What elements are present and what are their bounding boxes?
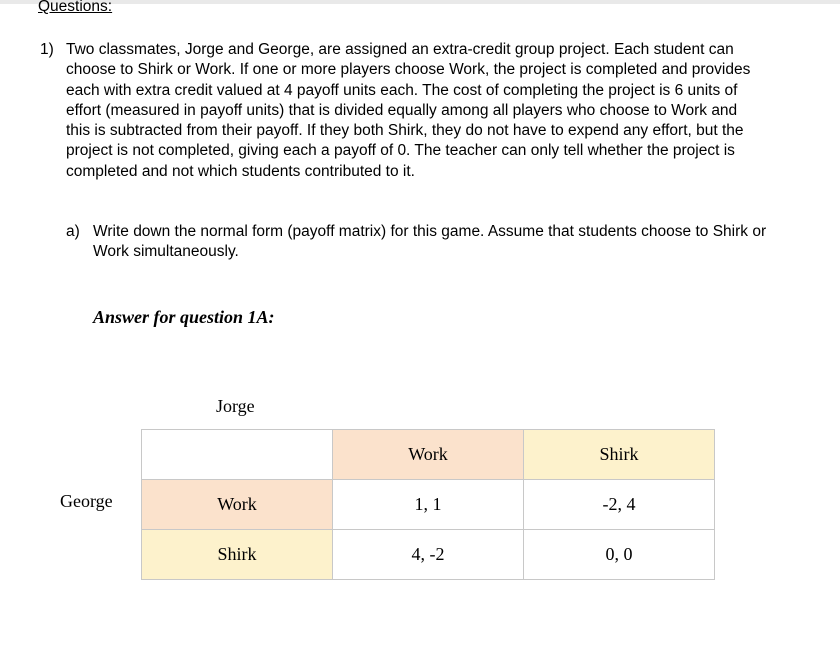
payoff-cell-work-shirk: -2, 4 (524, 480, 715, 530)
section-heading: Questions: (38, 0, 113, 15)
column-header-shirk: Shirk (524, 430, 715, 480)
answer-label: Answer for question 1A: (93, 307, 275, 327)
column-header-work: Work (333, 430, 524, 480)
payoff-matrix (141, 429, 715, 580)
row-header-work: Work (142, 480, 333, 530)
matrix-corner-cell (142, 430, 333, 480)
question-text: Two classmates, Jorge and George, are assigned an extra-credit group project. Each student can choose to Shirk or Work. If one or more players choose Work, the project is completed and provides each with extra credit valued at 4 payoff units each. The cost of completing the project is 6 units of effort (measured in payoff units) that is divided equally among all players who choose to Work and this is subtracted from their payoff. If they both Shirk, they do not have to expend any effort, but the project is not completed, giving each a payoff of 0. The teacher can only tell whether the project is completed and not which students contributed to it. (66, 41, 751, 180)
row-header-shirk: Shirk (142, 530, 333, 580)
sub-question-text: Write down the normal form (payoff matrix) for this game. Assume that students choose to Shirk or Work simultaneously. (93, 223, 767, 261)
matrix-row-shirk (142, 530, 715, 580)
row-player-label: George (60, 491, 113, 511)
sub-question-letter: a) (66, 223, 80, 240)
matrix-header-row (142, 430, 715, 480)
payoff-cell-shirk-work: 4, -2 (333, 530, 524, 580)
matrix-row-work (142, 480, 715, 530)
question-number: 1) (40, 41, 54, 58)
column-player-label: Jorge (216, 396, 255, 416)
top-divider (0, 0, 840, 4)
payoff-cell-shirk-shirk: 0, 0 (524, 530, 715, 580)
payoff-cell-work-work: 1, 1 (333, 480, 524, 530)
